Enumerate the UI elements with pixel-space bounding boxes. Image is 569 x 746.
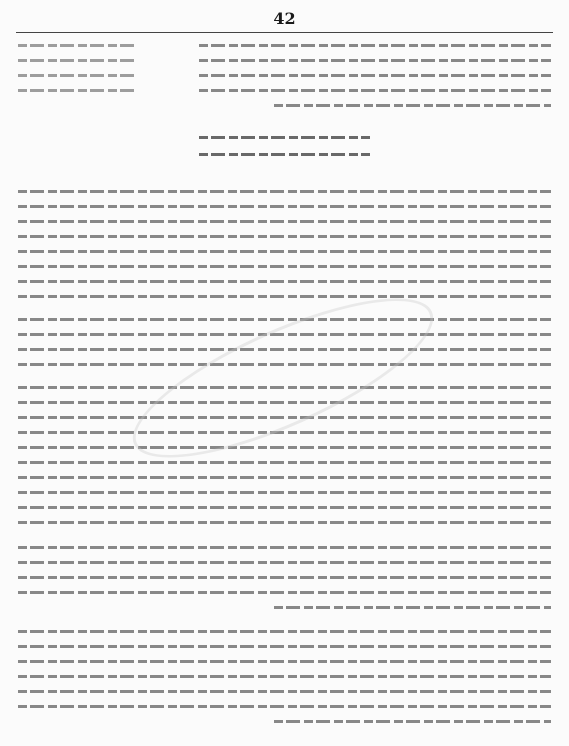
text-line	[274, 720, 551, 723]
text-line	[18, 461, 551, 464]
text-line	[18, 318, 551, 321]
text-line	[18, 675, 551, 678]
text-line	[18, 591, 551, 594]
paragraph-6	[18, 630, 551, 735]
gloss-line	[18, 44, 134, 47]
text-line	[18, 546, 551, 549]
verse-couplet	[199, 136, 370, 174]
text-line	[18, 205, 551, 208]
text-line	[18, 491, 551, 494]
text-line	[18, 576, 551, 579]
text-line	[199, 74, 551, 77]
paragraph-5	[18, 546, 551, 621]
text-line	[18, 220, 551, 223]
text-line	[274, 104, 551, 107]
text-line	[199, 89, 551, 92]
text-line	[18, 476, 551, 479]
text-line	[18, 705, 551, 708]
gloss-line	[18, 59, 134, 62]
text-line	[18, 235, 551, 238]
text-line	[18, 521, 551, 524]
page-header	[16, 6, 553, 30]
text-line	[199, 59, 551, 62]
text-line	[18, 690, 551, 693]
text-line	[18, 265, 551, 268]
header-rule	[16, 32, 553, 33]
text-line	[18, 660, 551, 663]
text-line	[199, 44, 551, 47]
gloss-line	[18, 89, 134, 92]
paragraph-2	[18, 190, 551, 310]
margin-gloss	[18, 44, 134, 104]
text-line	[18, 645, 551, 648]
text-line	[18, 506, 551, 509]
text-line	[18, 561, 551, 564]
text-line	[18, 630, 551, 633]
verse-line	[199, 153, 370, 156]
text-line	[18, 250, 551, 253]
text-line	[274, 606, 551, 609]
text-line	[18, 190, 551, 193]
verse-line	[199, 136, 370, 139]
text-line	[18, 280, 551, 283]
text-line	[18, 431, 551, 434]
page-number: 42	[273, 8, 296, 28]
gloss-line	[18, 74, 134, 77]
text-line	[18, 295, 551, 298]
text-line	[18, 446, 551, 449]
